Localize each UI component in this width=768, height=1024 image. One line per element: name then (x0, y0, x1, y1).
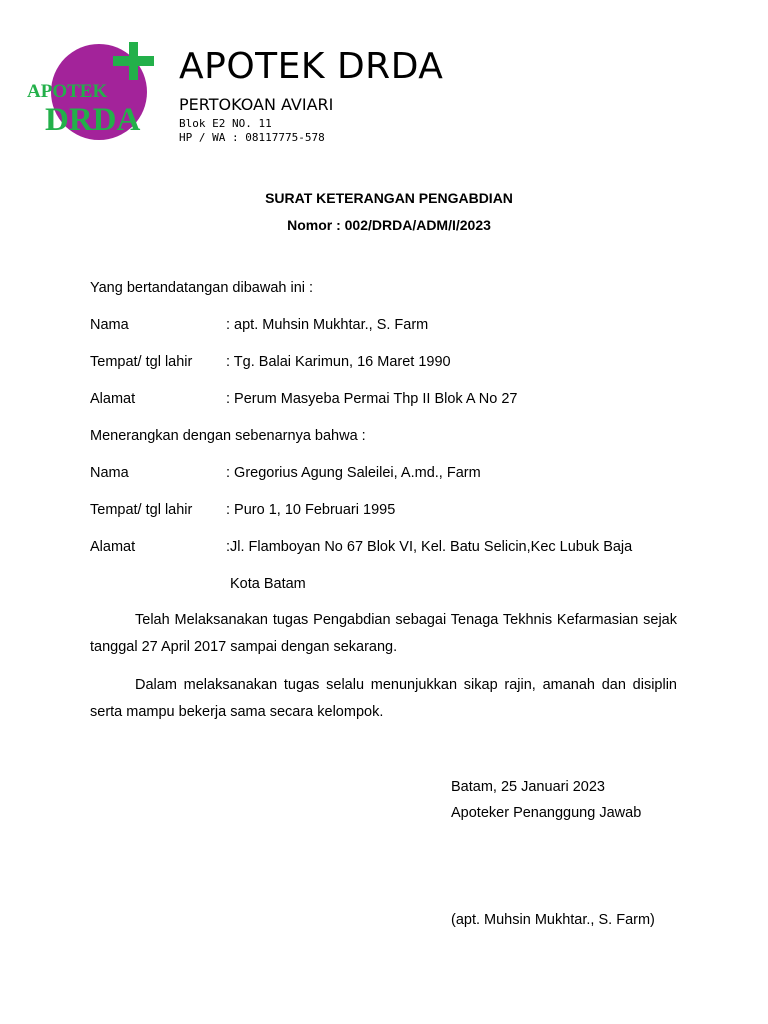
statement-text: Menerangkan dengan sebenarnya bahwa : (90, 428, 366, 444)
signer-birth-row (90, 353, 451, 371)
company-address-block (179, 117, 325, 145)
paragraph-conduct: Dalam melaksanakan tugas selalu menunjukkan sikap rajin, amanah dan disiplin serta mampu bekerja sama secara kelompok. (90, 677, 677, 720)
subject-name-label: Nama (90, 465, 129, 481)
subject-name-value: : Gregorius Agung Saleilei, A.md., Farm (226, 465, 481, 481)
intro-text: Yang bertandatangan dibawah ini : (90, 280, 314, 296)
paragraph-service: Telah Melaksanakan tugas Pengabdian sebagai Tenaga Tekhnis Kefarmasian sejak tanggal 27 April 2017 sampai dengan sekarang. (90, 612, 677, 655)
logo-text-apotek: APOTEK (27, 81, 108, 102)
logo-text-drda: DRDA (45, 102, 141, 138)
signature-role: Apoteker Penanggung Jawab (451, 805, 642, 821)
subject-address-label: Alamat (90, 539, 136, 555)
subject-address-city: Kota Batam (230, 576, 306, 592)
subject-birth-label: Tempat/ tgl lahir (90, 502, 193, 518)
logo-cross-horizontal (113, 56, 154, 66)
pharmacy-logo (25, 40, 170, 142)
company-subtitle: PERTOKOAN AVIARI (179, 95, 334, 114)
letter-number: Nomor : 002/DRDA/ADM/I/2023 (287, 217, 491, 233)
company-phone: HP / WA : 08117775-578 (179, 131, 325, 144)
signer-birth-label: Tempat/ tgl lahir (90, 354, 193, 370)
subject-name-row (90, 464, 481, 482)
signer-name-row (90, 316, 428, 334)
subject-address-row (90, 538, 632, 556)
company-name: APOTEK DRDA (179, 46, 444, 87)
signer-address-value: : Perum Masyeba Permai Thp II Blok A No 27 (226, 391, 518, 407)
signer-address-row (90, 390, 517, 408)
signer-address-label: Alamat (90, 391, 136, 407)
subject-address-value: :Jl. Flamboyan No 67 Blok VI, Kel. Batu Selicin,Kec Lubuk Baja (226, 539, 633, 555)
signer-name-label: Nama (90, 317, 129, 333)
signature-name: (apt. Muhsin Mukhtar., S. Farm) (451, 912, 655, 928)
letter-title: SURAT KETERANGAN PENGABDIAN (265, 190, 513, 206)
subject-birth-row (90, 501, 395, 519)
signer-birth-value: : Tg. Balai Karimun, 16 Maret 1990 (226, 354, 451, 370)
company-address: Blok E2 NO. 11 (179, 117, 272, 130)
signature-place-date: Batam, 25 Januari 2023 (451, 779, 605, 795)
signer-name-value: : apt. Muhsin Mukhtar., S. Farm (226, 317, 429, 333)
subject-birth-value: : Puro 1, 10 Februari 1995 (226, 502, 396, 518)
